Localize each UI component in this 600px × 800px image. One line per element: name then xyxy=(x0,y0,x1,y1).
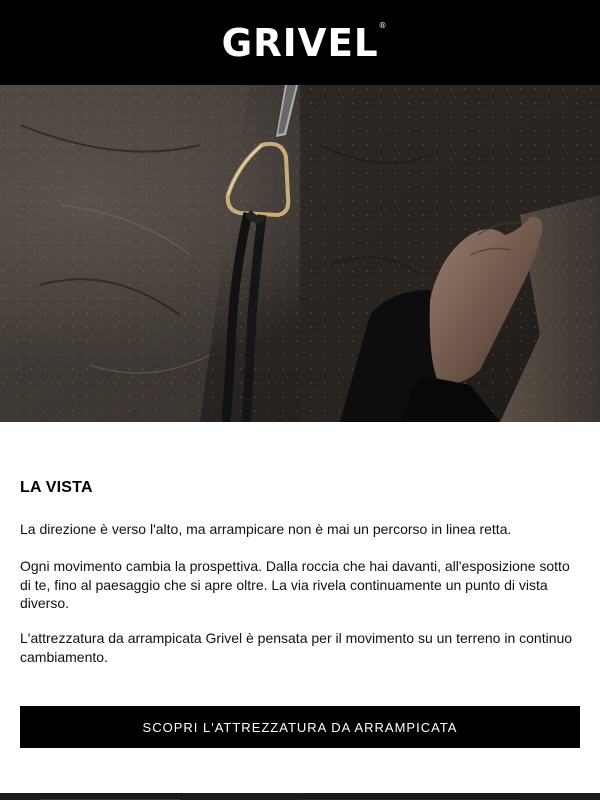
email-header xyxy=(0,0,600,85)
grivel-logo[interactable] xyxy=(221,20,387,65)
next-image-edge xyxy=(0,793,600,800)
article-heading: LA VISTA xyxy=(20,479,93,496)
registered-mark: ® xyxy=(378,20,387,30)
climbing-photo xyxy=(0,85,600,422)
logo-text: GRIVEL xyxy=(221,20,379,65)
shop-climbing-gear-button[interactable]: SCOPRI L'ATTREZZATURA DA ARRAMPICATA xyxy=(20,706,580,748)
hero-image[interactable] xyxy=(0,85,600,422)
paragraph-1: La direzione è verso l'alto, ma arrampicare non è mai un percorso in linea retta. xyxy=(20,521,512,537)
paragraph-3: L'attrezzatura da arrampicata Grivel è pensata per il movimento su un terreno in continuo cambiamento. xyxy=(20,630,573,665)
paragraph-2: Ogni movimento cambia la prospettiva. Dalla roccia che hai davanti, all'esposizione sotto di te, fino al paesaggio che si apre oltre. La via rivela continuamente un punto di vista diverso. xyxy=(20,558,570,611)
